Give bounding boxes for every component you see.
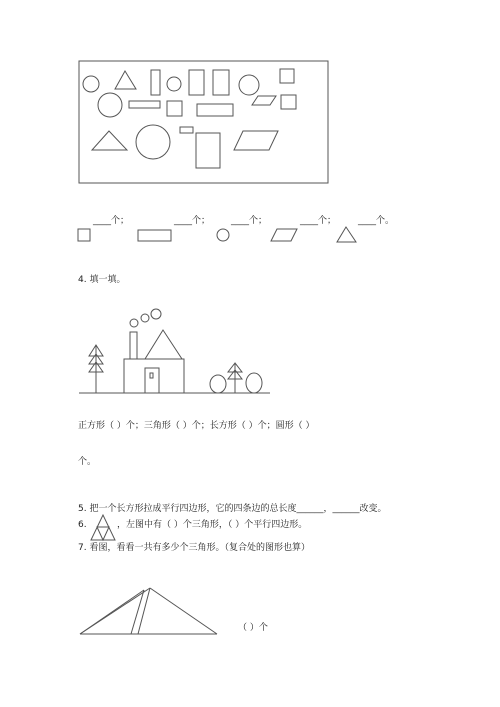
q6-text: ，左图中有（ ）个三角形，（ ）个平行四边形。 xyxy=(117,520,308,530)
q4-title: 4. 填一填。 xyxy=(78,275,126,285)
count-square-blank: ____个； xyxy=(93,216,130,226)
right-side xyxy=(150,588,217,634)
q6-number: 6. xyxy=(78,520,87,530)
inner-line xyxy=(80,590,144,634)
q5-text: 5. 把一个长方形拉成平行四边形，它的四条边的总长度______，______改变。 xyxy=(78,504,387,514)
q4-line2: 个。 xyxy=(78,457,97,467)
count-circle-blank: ____个； xyxy=(231,216,268,226)
q7-title: 7. 看图，看看一共有多少个三角形。（复合处的图形也算） xyxy=(78,543,310,553)
count-rectangle-blank: ____个； xyxy=(174,216,211,226)
q4-line1: 正方形（ ）个；三角形（ ）个；长方形（ ）个；圆形（ ） xyxy=(78,421,315,431)
q7-answer: （ ）个 xyxy=(238,623,268,633)
count-triangle-blank: ____个。 xyxy=(358,216,395,226)
count-parallelogram-blank: ____个； xyxy=(300,216,337,226)
